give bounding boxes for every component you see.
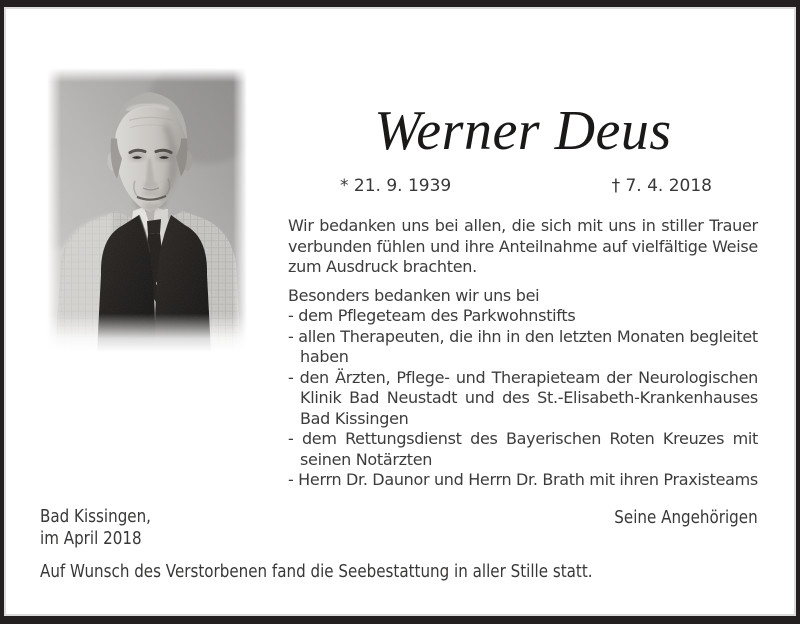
portrait-illustration — [47, 68, 247, 352]
text-line: Klinik Bad Neustadt und des St.-Elisabeth-Krankenhauses — [300, 388, 758, 407]
text-line: - den Ärzten, Pflege- und Therapieteam der Neurologischen — [288, 367, 758, 387]
portrait-photo — [47, 68, 247, 352]
text-line: Bad Kissingen — [300, 408, 409, 428]
text-line: Wir bedanken uns bei allen, die sich mit uns in stiller Trauer — [288, 216, 758, 235]
text-line: verbunden fühlen und ihre Anteilnahme auf vielfältige Weise — [288, 236, 758, 256]
signature: Seine Angehörigen — [614, 507, 758, 528]
obituary-card — [6, 9, 794, 614]
place-and-date — [40, 506, 151, 549]
birth-date: * 21. 9. 1939 — [340, 176, 452, 196]
text-line: - dem Pflegeteam des Parkwohnstifts — [288, 306, 576, 325]
paragraph-gap — [288, 278, 758, 286]
text-line: haben — [300, 347, 349, 366]
text-line: - allen Therapeuten, die ihn in den letzten Monaten begleitet — [288, 326, 758, 346]
text-line: seinen Notärzten — [300, 449, 433, 469]
place-line: Bad Kissingen, — [40, 506, 151, 527]
thanks-list — [288, 306, 758, 491]
notice-body — [288, 216, 758, 491]
life-dates — [288, 176, 758, 196]
thanks-heading: Besonders bedanken wir uns bei — [288, 285, 540, 305]
intro-paragraph — [288, 216, 758, 278]
text-line: zum Ausdruck brachten. — [288, 257, 477, 276]
date-line: im April 2018 — [40, 527, 142, 549]
text-line: - dem Rettungsdienst des Bayerischen Roten Kreuzes mit — [288, 429, 758, 448]
deceased-name: Werner Deus — [374, 100, 672, 162]
death-date: † 7. 4. 2018 — [611, 176, 712, 196]
closing-line: Auf Wunsch des Verstorbenen fand die Seebestattung in aller Stille statt. — [40, 561, 593, 582]
text-line: - Herrn Dr. Daunor und Herrn Dr. Brath mit ihren Praxisteams — [288, 470, 758, 489]
